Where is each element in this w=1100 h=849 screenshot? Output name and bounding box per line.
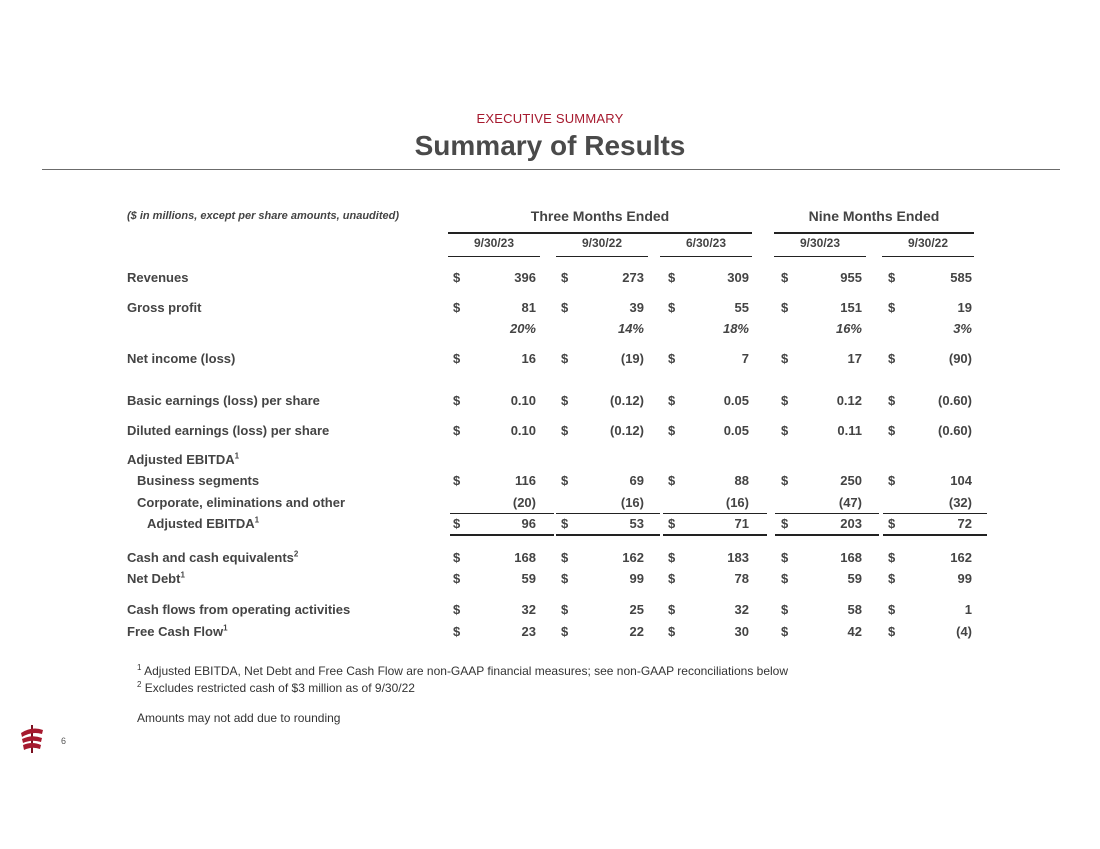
rounding-note: Amounts may not add due to rounding	[137, 711, 341, 725]
table-cell: 162	[622, 550, 644, 565]
row-label-cash	[127, 550, 298, 565]
currency-symbol: $	[668, 423, 676, 438]
table-cell: 183	[727, 550, 749, 565]
table-cell: 17	[847, 351, 862, 366]
period-underline	[660, 256, 752, 257]
group-header-nine-months: Nine Months Ended	[808, 208, 940, 224]
period-header: 9/30/22	[581, 236, 623, 250]
row-label-text: Diluted earnings (loss) per share	[127, 423, 330, 438]
table-cell: 16	[521, 351, 536, 366]
currency-symbol: $	[888, 624, 896, 639]
currency-symbol: $	[668, 624, 676, 639]
table-cell: (4)	[956, 624, 972, 639]
table-cell: (16)	[620, 495, 644, 510]
margin-cell: 16%	[835, 321, 862, 336]
currency-symbol: $	[781, 393, 789, 408]
footnote-2	[137, 681, 415, 695]
currency-symbol: $	[453, 473, 461, 488]
currency-symbol: $	[781, 516, 789, 531]
table-cell: 0.05	[723, 423, 749, 438]
currency-symbol: $	[453, 550, 461, 565]
footnote-1-text: Adjusted EBITDA, Net Debt and Free Cash Flow are non-GAAP financial measures; see non-GAAP reconciliations below	[144, 664, 788, 678]
currency-symbol: $	[781, 300, 789, 315]
table-cell: 168	[840, 550, 862, 565]
row-label-business-segments	[137, 473, 259, 488]
total-double-line	[883, 534, 987, 536]
table-cell: 96	[521, 516, 536, 531]
row-label-text: Free Cash Flow	[127, 624, 224, 639]
currency-symbol: $	[888, 423, 896, 438]
currency-symbol: $	[561, 624, 569, 639]
currency-symbol: $	[781, 423, 789, 438]
row-label-text: Cash flows from operating activities	[127, 602, 351, 617]
group-underline-nine-months	[774, 232, 974, 234]
row-label-text: Business segments	[137, 473, 260, 488]
table-cell: (19)	[620, 351, 644, 366]
table-cell: 22	[629, 624, 644, 639]
total-double-line	[775, 534, 879, 536]
table-cell: 99	[957, 571, 972, 586]
period-header: 9/30/23	[473, 236, 515, 250]
currency-symbol: $	[561, 516, 569, 531]
table-cell: 30	[734, 624, 749, 639]
table-cell: 309	[727, 270, 749, 285]
footnote-ref: 1	[234, 451, 240, 461]
subtotal-line	[450, 513, 554, 514]
table-cell: 99	[629, 571, 644, 586]
row-label-text: Net income (loss)	[127, 351, 236, 366]
row-label-adj-ebitda-total	[147, 516, 259, 531]
row-label-net-debt	[127, 571, 185, 586]
currency-symbol: $	[561, 300, 569, 315]
currency-symbol: $	[668, 550, 676, 565]
period-underline	[774, 256, 866, 257]
group-header-three-months: Three Months Ended	[530, 208, 670, 224]
table-cell: 0.10	[510, 393, 536, 408]
table-cell: 69	[629, 473, 644, 488]
row-label-fcf	[127, 624, 228, 639]
currency-symbol: $	[888, 393, 896, 408]
currency-symbol: $	[781, 602, 789, 617]
row-label-text: Corporate, eliminations and other	[137, 495, 346, 510]
currency-symbol: $	[888, 270, 896, 285]
table-cell: 32	[734, 602, 749, 617]
currency-symbol: $	[561, 270, 569, 285]
table-cell: 32	[521, 602, 536, 617]
table-cell: (0.12)	[610, 393, 644, 408]
table-cell: 396	[514, 270, 536, 285]
subtotal-line	[775, 513, 879, 514]
table-cell: 104	[950, 473, 972, 488]
period-header: 9/30/22	[907, 236, 949, 250]
table-cell: (0.12)	[610, 423, 644, 438]
total-double-line	[663, 534, 767, 536]
table-cell: 81	[521, 300, 536, 315]
total-double-line	[556, 534, 660, 536]
currency-symbol: $	[888, 516, 896, 531]
table-cell: 25	[629, 602, 644, 617]
table-cell: 88	[734, 473, 749, 488]
currency-symbol: $	[781, 473, 789, 488]
table-cell: 0.10	[510, 423, 536, 438]
row-label-text: Cash and cash equivalents	[127, 550, 294, 565]
table-cell: 151	[840, 300, 862, 315]
page-number: 6	[61, 736, 67, 746]
table-cell: (20)	[512, 495, 536, 510]
row-label-text: Adjusted EBITDA	[127, 452, 235, 467]
total-double-line	[450, 534, 554, 536]
currency-symbol: $	[453, 602, 461, 617]
table-cell: 19	[957, 300, 972, 315]
currency-symbol: $	[561, 423, 569, 438]
table-cell: 203	[840, 516, 862, 531]
currency-symbol: $	[453, 516, 461, 531]
currency-symbol: $	[668, 516, 676, 531]
table-cell: (32)	[948, 495, 972, 510]
table-cell: 71	[734, 516, 749, 531]
currency-symbol: $	[888, 473, 896, 488]
footnote-ref: 1	[254, 515, 260, 525]
currency-symbol: $	[888, 571, 896, 586]
currency-symbol: $	[781, 624, 789, 639]
subtotal-line	[556, 513, 660, 514]
row-label-revenues	[127, 270, 188, 285]
table-cell: 0.11	[837, 423, 862, 438]
row-label-text: Net Debt	[127, 571, 181, 586]
table-cell: (0.60)	[938, 423, 972, 438]
table-cell: 42	[847, 624, 862, 639]
currency-symbol: $	[888, 602, 896, 617]
table-cell: 162	[950, 550, 972, 565]
table-cell: 1	[964, 602, 972, 617]
currency-symbol: $	[781, 270, 789, 285]
currency-symbol: $	[668, 393, 676, 408]
table-cell: 59	[521, 571, 536, 586]
row-label-diluted-eps	[127, 423, 329, 438]
currency-symbol: $	[453, 423, 461, 438]
footnote-ref: 1	[180, 570, 185, 580]
page-title: Summary of Results	[414, 130, 686, 161]
row-label-net-income	[127, 351, 235, 366]
row-label-text: Basic earnings (loss) per share	[127, 393, 320, 408]
table-cell: 955	[840, 270, 862, 285]
currency-symbol: $	[561, 393, 569, 408]
margin-cell: 20%	[509, 321, 536, 336]
currency-symbol: $	[668, 270, 676, 285]
table-cell: (16)	[725, 495, 749, 510]
units-note: ($ in millions, except per share amounts, unaudited)	[127, 210, 399, 222]
table-cell: 59	[847, 571, 862, 586]
footnote-2-text: Excludes restricted cash of $3 million as of 9/30/22	[144, 681, 415, 695]
currency-symbol: $	[888, 550, 896, 565]
table-cell: 58	[847, 602, 862, 617]
currency-symbol: $	[668, 473, 676, 488]
period-header: 6/30/23	[685, 236, 727, 250]
table-cell: 78	[734, 571, 749, 586]
row-label-cfo	[127, 602, 350, 617]
period-header: 9/30/23	[799, 236, 841, 250]
row-label-text: Adjusted EBITDA	[147, 516, 255, 531]
subtotal-line	[883, 513, 987, 514]
table-cell: 23	[521, 624, 536, 639]
table-cell: 55	[734, 300, 749, 315]
margin-cell: 14%	[617, 321, 644, 336]
table-cell: 273	[622, 270, 644, 285]
currency-symbol: $	[453, 571, 461, 586]
currency-symbol: $	[453, 624, 461, 639]
currency-symbol: $	[453, 393, 461, 408]
period-underline	[882, 256, 974, 257]
subtotal-line	[663, 513, 767, 514]
company-logo-icon	[18, 723, 46, 760]
table-cell: 250	[840, 473, 862, 488]
table-cell: 7	[741, 351, 749, 366]
footnote-1-mark: 1	[137, 663, 142, 672]
eyebrow-label: EXECUTIVE SUMMARY	[476, 111, 624, 126]
table-cell: (0.60)	[938, 393, 972, 408]
currency-symbol: $	[561, 550, 569, 565]
row-label-text: Revenues	[127, 270, 189, 285]
title-divider	[42, 169, 1060, 170]
row-label-adj-ebitda-header	[127, 452, 239, 467]
table-cell: 116	[515, 473, 536, 488]
table-cell: 39	[629, 300, 644, 315]
row-label-gross-profit	[127, 300, 201, 315]
currency-symbol: $	[453, 270, 461, 285]
table-cell: 53	[629, 516, 644, 531]
currency-symbol: $	[668, 602, 676, 617]
table-cell: 72	[957, 516, 972, 531]
currency-symbol: $	[453, 351, 461, 366]
currency-symbol: $	[781, 550, 789, 565]
currency-symbol: $	[561, 602, 569, 617]
margin-cell: 3%	[953, 321, 972, 336]
row-label-basic-eps	[127, 393, 320, 408]
currency-symbol: $	[668, 300, 676, 315]
currency-symbol: $	[781, 571, 789, 586]
row-label-text: Gross profit	[127, 300, 202, 315]
currency-symbol: $	[561, 473, 569, 488]
currency-symbol: $	[888, 300, 896, 315]
footnote-ref: 2	[293, 549, 299, 559]
footnote-ref: 1	[223, 623, 228, 633]
currency-symbol: $	[668, 571, 676, 586]
currency-symbol: $	[888, 351, 896, 366]
table-cell: (90)	[948, 351, 972, 366]
currency-symbol: $	[561, 571, 569, 586]
currency-symbol: $	[781, 351, 789, 366]
currency-symbol: $	[453, 300, 461, 315]
currency-symbol: $	[668, 351, 676, 366]
period-underline	[556, 256, 648, 257]
footnote-2-mark: 2	[137, 680, 142, 689]
row-label-corporate	[137, 495, 345, 510]
margin-cell: 18%	[722, 321, 749, 336]
currency-symbol: $	[561, 351, 569, 366]
table-cell: 168	[514, 550, 536, 565]
table-cell: 0.05	[723, 393, 749, 408]
table-cell: (47)	[838, 495, 862, 510]
group-underline-three-months	[448, 232, 752, 234]
period-underline	[448, 256, 540, 257]
footnote-1	[137, 664, 788, 678]
table-cell: 585	[950, 270, 972, 285]
table-cell: 0.12	[836, 393, 862, 408]
